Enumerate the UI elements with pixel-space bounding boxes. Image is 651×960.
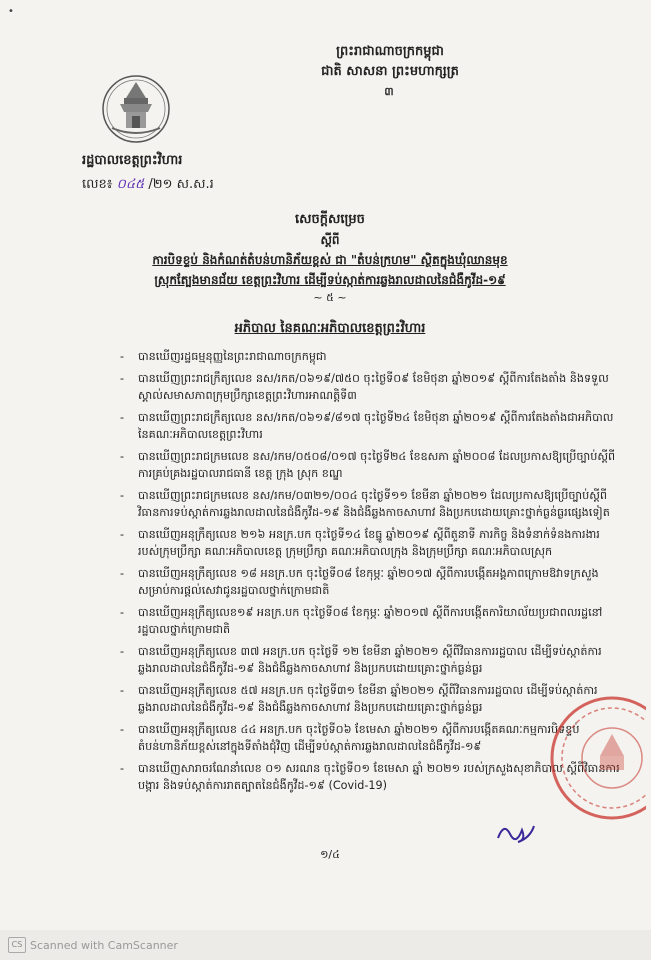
list-item-text: បានឃើញអនុក្រឹត្យលេខ១៩ អនក្រ.បក ចុះថ្ងៃទី០៨ ខែកុម្ភៈ ឆ្នាំ២០១៧ ស្តីពីការបង្កើតការិយាល័យប្រជាពលរដ្ឋនៅរដ្ឋបាលថ្នាក់ក្រោមជាតិ [138, 606, 603, 636]
list-item [120, 604, 620, 638]
list-item [120, 721, 620, 755]
list-item [120, 448, 620, 482]
national-motto: ជាតិ សាសនា ព្រះមហាក្សត្រ [321, 64, 459, 79]
authority-heading: អភិបាល នៃគណៈអភិបាលខេត្តព្រះវិហារ [234, 321, 426, 336]
legal-basis-list [120, 348, 620, 799]
provincial-emblem-icon [100, 70, 172, 148]
list-item-text: បានឃើញអនុក្រឹត្យលេខ ៥៧ អនក្រ.បក ចុះថ្ងៃទី៣១ ខែមីនា ឆ្នាំ២០២១ ស្តីពីវិធានការរដ្ឋបាល ដើម្បីទប់ស្កាត់ការឆ្លងរាលដាលនៃជំងឺកូវីដ-១៩ និងជំងឺឆ្លងកាចសាហាវ និងប្រកបដោយគ្រោះថ្នាក់ធ្ងន់ធ្ងរ [138, 684, 598, 714]
list-item-text: បានឃើញអនុក្រឹត្យលេខ ៣៧ អនក្រ.បក ចុះថ្ងៃទី ១២ ខែមីនា ឆ្នាំ២០២១ ស្តីពីវិធានការរដ្ឋបាល ដើម្បីទប់ស្កាត់ការឆ្លងរាលដាលនៃជំងឺកូវីដ-១៩ និងជំងឺឆ្លងកាចសាហាវ និងប្រកបដោយគ្រោះថ្នាក់ធ្ងន់ធ្ងរ [138, 645, 602, 675]
dash-bullet: - [120, 762, 125, 775]
list-item-text: បានឃើញសារាចរណែនាំលេខ ០១ សរណន ចុះថ្ងៃទី០១ ខែមេសា ឆ្នាំ ២០២១ របស់ក្រសួងសុខាភិបាល ស្តីពីវិធានការបង្ការ និងទប់ស្កាត់ការរាតត្បាតនៃជំងឺកូវីដ-១៩ (Covid-19) [138, 762, 620, 792]
signature-icon [496, 820, 536, 846]
official-seal-icon [548, 690, 646, 826]
doc-number-suffix: /២១ ស.ស.រ [148, 177, 214, 192]
list-item-text: បានឃើញអនុក្រឹត្យលេខ ១៨ អនក្រ.បក ចុះថ្ងៃទី០៨ ខែកុម្ភៈ ឆ្នាំ២០១៧ ស្តីពីការបង្កើតអង្គភាពក្រោមឱវាទក្រសួងសម្រាប់ការផ្តល់សេវាជូនរដ្ឋបាលថ្នាក់ក្រោមជាតិ [138, 567, 599, 597]
decision-heading: សេចក្តីសម្រេច [295, 212, 365, 227]
camscanner-logo-icon: CS [8, 937, 26, 953]
list-item [120, 487, 620, 521]
scanner-label: Scanned with CamScanner [30, 938, 178, 952]
dash-bullet: - [120, 684, 125, 697]
dash-bullet: - [120, 450, 125, 463]
list-item-text: បានឃើញព្រះរាជក្រមលេខ នស/រកម/០៣២១/០០៤ ចុះថ្ងៃទី១១ ខែមីនា ឆ្នាំ២០២១ ដែលប្រកាសឱ្យប្រើច្បាប់ស្តីពីវិធានការទប់ស្កាត់ការឆ្លងរាលដាលនៃជំងឺកូវីដ-១៩ និងជំងឺឆ្លងកាចសាហាវ និងប្រកបដោយគ្រោះថ្នាក់ធ្ងន់ធ្ងរផ្សេងទៀត [138, 489, 610, 519]
dash-bullet: - [120, 350, 125, 363]
list-item-text: បានឃើញព្រះរាជក្រឹត្យលេខ នស/រកត/០៦១៩/៨១៧ ចុះថ្ងៃទី២៤ ខែមិថុនា ឆ្នាំ២០១៩ ស្តីពីការតែងតាំងជាអភិបាលនៃគណៈអភិបាលខេត្តព្រះវិហារ [138, 411, 614, 441]
document-title-block [80, 210, 580, 306]
subject-line-2: ស្រុកត្បែងមានជ័យ ខេត្តព្រះវិហារ ដើម្បីទប់ស្កាត់ការឆ្លងរាលដាលនៃជំងឺកូវីដ-១៩ [154, 273, 506, 287]
scanner-watermark [8, 937, 178, 953]
list-item-text: បានឃើញអនុក្រឹត្យលេខ ២១៦ អនក្រ.បក ចុះថ្ងៃទី១៤ ខែធ្នូ ឆ្នាំ២០១៩ ស្តីពីតួនាទី ភារកិច្ច និងទំនាក់ទំនងការងាររបស់ក្រុមប្រឹក្សា គណៈអភិបាលខេត្ត ក្រុមប្រឹក្សា គណៈអភិបាលក្រុង និងក្រុមប្រឹក្សា គណៈអភិបាលស្រុក [138, 528, 600, 558]
dash-bullet: - [120, 528, 125, 541]
office-name: រដ្ឋបាលខេត្តព្រះវិហារ [82, 153, 183, 168]
corner-mark: • [8, 6, 14, 17]
dash-bullet: - [120, 489, 125, 502]
list-item [120, 643, 620, 677]
list-item-text: បានឃើញព្រះរាជក្រមលេខ នស/រកម/០៥០៨/០១៧ ចុះថ្ងៃទី២៤ ខែឧសភា ឆ្នាំ២០០៨ ដែលប្រកាសឱ្យប្រើច្បាប់ស្តីពីការគ្រប់គ្រងរដ្ឋបាលរាជធានី ខេត្ត ក្រុង ស្រុក ខណ្ឌ [138, 450, 616, 480]
kingdom-title: ព្រះរាជាណាចក្រកម្ពុជា [336, 44, 444, 59]
list-item [120, 565, 620, 599]
regarding-label: ស្តីពី [320, 233, 340, 247]
dash-bullet: - [120, 567, 125, 580]
list-item-text: បានឃើញព្រះរាជក្រឹត្យលេខ នស/រកត/០៦១៩/៧៥០ ចុះថ្ងៃទី០៩ ខែមិថុនា ឆ្នាំ២០១៩ ស្តីពីការតែងតាំង និងទទួលស្គាល់សមាសភាពក្រុមប្រឹក្សាខេត្តព្រះវិហារអាណត្តិទី៣ [138, 372, 609, 402]
doc-number-handwritten: ០៤៥ [116, 177, 145, 192]
doc-number-prefix: លេខ៖ [82, 177, 113, 192]
list-item [120, 682, 620, 716]
header-ornament: ៣ [384, 85, 396, 98]
page-number: ១/៤ [320, 848, 340, 861]
list-item [120, 370, 620, 404]
list-item-text: បានឃើញអនុក្រឹត្យលេខ ៤៤ អនក្រ.បក ចុះថ្ងៃទី០៦ ខែមេសា ឆ្នាំ២០២១ ស្តីពីការបង្កើតគណៈកម្មការបិទខ្ទប់តំបន់ហានិភ័យខ្ពស់នៅក្នុងទីតាំងជុំវិញ ដើម្បីទប់ស្កាត់ការឆ្លងរាលដាលនៃជំងឺកូវីដ-១៩ [138, 723, 580, 753]
dash-bullet: - [120, 372, 125, 385]
dash-bullet: - [120, 723, 125, 736]
subject-line-1: ការបិទខ្ទប់ និងកំណត់តំបន់ហានិភ័យខ្ពស់ ជា "តំបន់ក្រហម" ស្ថិតក្នុងឃុំឈានមុខ [152, 253, 508, 267]
list-item [120, 760, 620, 794]
dash-bullet: - [120, 411, 125, 424]
list-item-text: បានឃើញរដ្ឋធម្មនុញ្ញនៃព្រះរាជាណាចក្រកម្ពុជា [138, 350, 327, 363]
list-item [120, 526, 620, 560]
dash-bullet: - [120, 645, 125, 658]
dash-bullet: - [120, 606, 125, 619]
document-number [82, 176, 214, 195]
list-item [120, 409, 620, 443]
subject-ornament: ~ ៥ ~ [313, 291, 347, 304]
kingdom-header [240, 42, 540, 102]
list-item [120, 348, 620, 365]
